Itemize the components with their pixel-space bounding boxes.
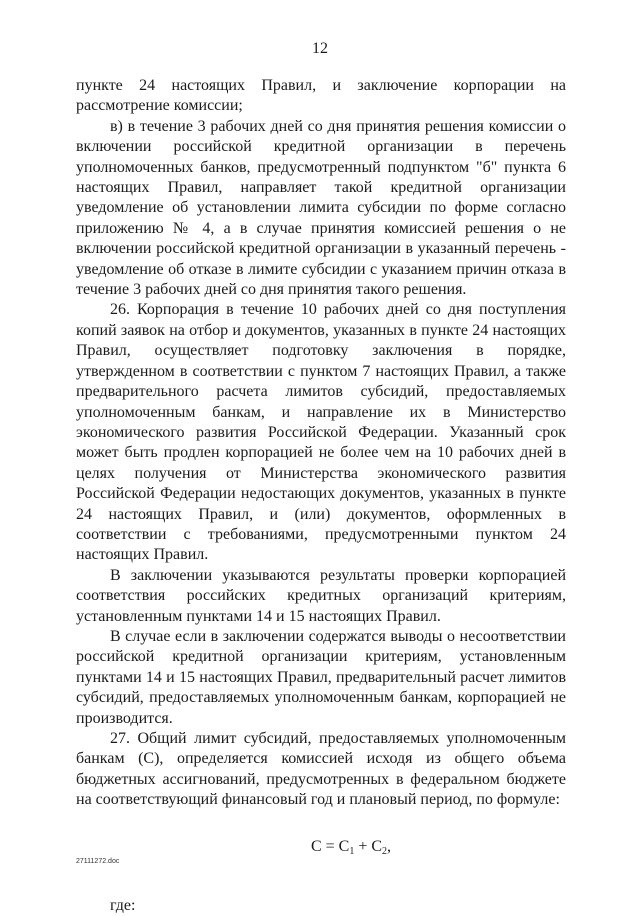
document-body (76, 76, 566, 916)
subsidy-limit-formula (76, 837, 566, 862)
paragraph-item-27: 27. Общий лимит субсидий, предоставляемых уполномоченным банкам (C), определяется комиссией исходя из общего объема бюджетных ассигнований, предусмотренных в федеральном бюджете на соответствующий финансовый год и плановый период, по формуле: (76, 730, 566, 809)
formula-subscript-1: 1 (349, 845, 355, 857)
formula-tail: , (387, 837, 392, 855)
paragraph-nonconformity: В случае если в заключении содержатся выводы о несоответствии российской кредитной организации критериям, установленным пунктами 14 и 15 настоящих Правил, предварительный расчет лимитов субсидий, предоставляемых уполномоченным банкам, корпорацией не производится. (76, 627, 566, 727)
paragraph-item-26: 26. Корпорация в течение 10 рабочих дней со дня поступления копий заявок на отбор и документов, указанных в пункте 24 настоящих Правил, осуществляет подготовку заключения в порядке, утвержденном в соответствии с пунктом 7 настоящих Правил, а также предварительного расчета лимитов субсидий, предоставляемых уполномоченным банкам, и направление их в Министерство экономического развития Российской Федерации. Указанный срок может быть продлен корпорацией не более чем на 10 рабочих дней в целях получения от Министерства экономического развития Российской Федерации недостающих документов, указанных в пункте 24 настоящих Правил, и (или) документов, оформленных в соответствии с требованиями, предусмотренными пунктом 24 настоящих Правил. (76, 301, 566, 564)
page-number: 12 (312, 40, 328, 57)
paragraph-subitem-v: в) в течение 3 рабочих дней со дня принятия решения комиссии о включении российской кредитной организации в перечень уполномоченных банков, предусмотренный подпунктом "б" пункта 6 настоящих Правил, направляет такой кредитной организации уведомление об установлении лимита субсидии по форме согласно приложению № 4, а в случае принятия комиссией решения о не включении российской кредитной организации в указанный перечень - уведомление об отказе в лимите субсидии с указанием причин отказа в течение 3 рабочих дней со дня принятия такого решения. (76, 117, 566, 299)
paragraph-continuation: пункте 24 настоящих Правил, и заключение корпорации на рассмотрение комиссии; (76, 77, 566, 115)
formula-plus: + C (354, 837, 383, 855)
formula-subscript-2: 2 (382, 845, 388, 857)
footer-filename: 27111272.doc (76, 858, 120, 865)
where-label: где: (110, 897, 136, 915)
paragraph-conclusion-contents: В заключении указываются результаты проверки корпорацией соответствия российских кредитных организаций критериям, установленным пунктами 14 и 15 настоящих Правил. (76, 566, 566, 625)
formula-lhs: C = C (310, 837, 350, 855)
